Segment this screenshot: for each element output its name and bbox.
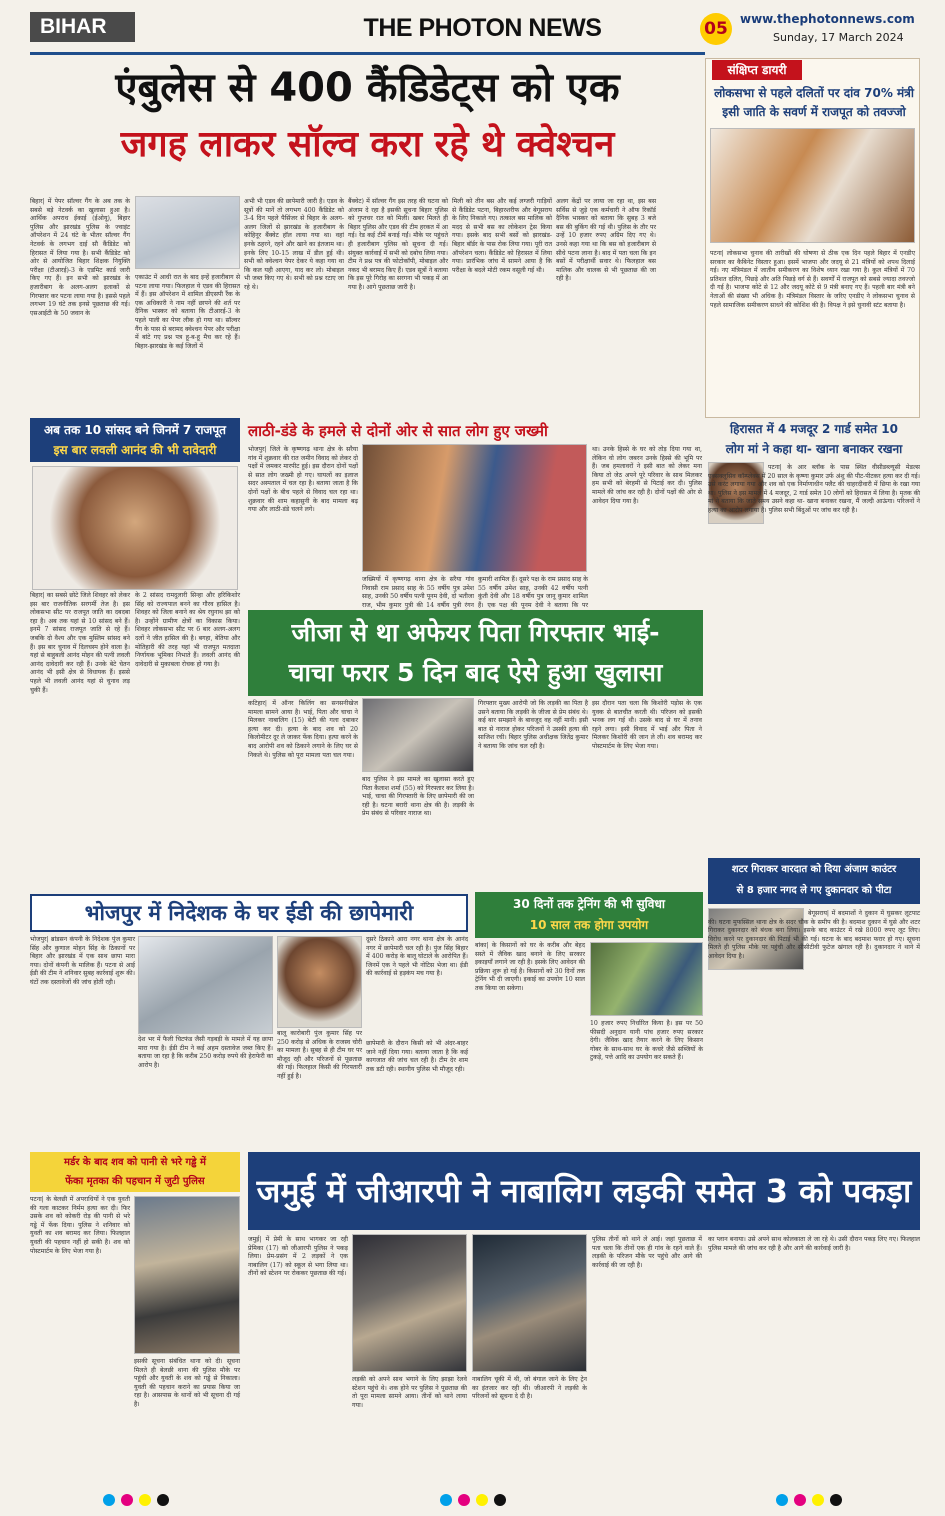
training-headline-line2: 10 साल तक होगा उपयोग: [529, 918, 649, 932]
sidebar-body: पटना| लोकसभा चुनाव की तारीखों की घोषणा से ठीक एक दिन पहले बिहार में एनडीए सरकार का कैबिनेट विस्तार हुआ। इसमें भाजपा और जदयू से 21 मंत्रियों को शपथ दिलाई गई। नए मंत्रिमंडल में जातीय समीकरण का विशेष ध्यान रखा गया है। कुल मंत्रियों में 70 प्रतिशत दलित, पिछड़े और अति पिछड़े वर्ग से हैं। सवर्णों में राजपूत को सबसे ज्यादा तवज्जो दी गई है। भाजपा कोटे से 12 और जदयू कोटे से 9 मंत्री बनाए गए हैं। पहली बार मंत्री बने नेताओं की संख्या भी अधिक है। मंत्रिमंडल विस्तार के जरिए एनडीए ने लोकसभा चुनाव से पहले सामाजिक समीकरण साधने की कोशिश की है। विपक्ष ने इसे चुनावी स्टंट बताया है।: [710, 250, 915, 309]
grp-arrest-photo: [352, 1234, 467, 1372]
shatir-headline-line2: से 8 हजार नगद ले गए दुकानदार को पीटा: [736, 885, 892, 896]
main-story-col4: बैंक्वेट) में सॉल्वर गैंग इस तरह की घटना को अंजाम दे रहा है इसकी सूचना बिहार पुलिस को गुप्तचर रात को मिली। खबर मिलते ही बिहार पुलिस और एडव की टीम हरकत में आ गई। रेड कई टीमें बनाई गईं। मौके पर पहुंचते ही हजारीबाग पुलिस को सूचना दी गई। संयुक्त कार्रवाई में सभी को दबोच लिया गया। टीम ने प्रश्न पत्र की फोटोकॉपी, मोबाइल और नकद भी बरामद किए हैं। एडव सूत्रों ने बताया कि इस पूरे गिरोह का सरगना भी पकड़ में आ गया है। आगे पूछताछ जारी है।: [348, 198, 448, 291]
main-story-col2: एकाउंट में आधी रात के बाद इन्हें हजारीबाग से पटना लाया गया। फिलहाल ये एडव की हिरासत में हैं। इस ऑपरेशन में शामिल डीएसपी रैंक के एक अधिकारी ने नाम नहीं छापने की शर्त पर दैनिक भास्कर को बताया कि टीआरई-3 के पहले पाली का पेपर लीक हो गया था। सॉल्वर गैंग के पास से बरामद क्वेश्चन पेपर और परीक्षा में बांटे गए प्रश्न पत्र हू-ब-हू मैच कर रहे हैं। बिहार-झारखंड के कई जिलों में: [135, 274, 240, 350]
jamui-body-e: का प्लान बनाया। उसे अपने साथ कोलकाता ले जा रहे थे। उसी दौरान पकड़ लिए गए। फिलहाल पुलिस मामले की जांच कर रही है और आगे की कार्रवाई जारी है।: [708, 1236, 920, 1252]
hiraasat-body: पटना| के आर ब्लॉक के पास स्थित वीसीडब्ल्यूसी मेडल्स एक्सक्लूसिव कॉम्प्लेक्स में 20 साल के कृष्णा कुमार उर्फ अंशु की पीट-पीटकर हत्या कर दी गई। उसे करंट लगाया गया और शव को एक निर्माणाधीन फ्लैट की चाहरदीवारी में छिपा के रखा गया था। पुलिस ने इस मामले में 4 मजदूर, 2 गार्ड समेत 10 लोगों को हिरासत में लिया है। मृतक की मां ने बताया कि जाते समय उसने कहा था- खाना बनाकर रखना, मैं जल्दी आऊंगा। परिजनों ने हत्या का आरोप लगाया है। पुलिस सभी बिंदुओं पर जांच कर रही है।: [708, 464, 920, 514]
bhojpur-body-c: बालू कारोबारी पुंज कुमार सिंह पर 250 करोड़ से अधिक के राजस्व चोरी का मामला है। सुबह से ही टीम घर पर मौजूद रही और परिजनों से पूछताछ की गई। फिलहाल किसी की गिरफ्तारी नहीं हुई है।: [277, 1030, 362, 1080]
ed-raid-car-photo: [138, 936, 273, 1034]
training-body-a: बांका| के किसानों को घर के करीब और बेहद सस्ते में जैविक खाद बनाने के लिए सरकार इकाइयाँ लगाने जा रही है। इसके लिए आवेदन की प्रक्रिया शुरू हो गई है। किसानों को 30 दिनों तक ट्रेनिंग भी दी जाएगी। इकाई का उपयोग 10 साल तक किया जा सकेगा।: [475, 942, 585, 992]
hiraasat-headline-line1: हिरासत में 4 मजदूर 2 गार्ड समेत 10: [729, 422, 899, 436]
exam-paper-photo: [135, 196, 240, 269]
jamui-headline: जमुई में जीआरपी ने नाबालिग लड़की समेत 3 को पकड़ा: [256, 1172, 912, 1210]
issue-date: Sunday, 17 March 2024: [773, 31, 904, 44]
sidebar-label: संक्षिप्त डायरी: [712, 60, 802, 80]
jija-headline-line2: चाचा फरार 5 दिन बाद ऐसे हुआ खुलासा: [288, 658, 663, 687]
bhojpur-body-d: दूसरे ठिकाने आरा नगर थाना क्षेत्र के आनंद नगर में छापेमारी चल रही है। पुंज सिंह बिहार में 400 करोड़ के बालू घोटाले के आरोपित हैं। जिनमें एक ने पहले भी नोटिस भेजा था। ईडी की कार्रवाई से हड़कंप मच गया है।: [366, 936, 468, 978]
main-story-col1: बिहार| में पेपर सॉल्वर गैंग के अब तक के सबसे बड़े नेटवर्क का खुलासा हुआ है। आर्थिक अपराध ईकाई (ईओयू), बिहार पुलिस और झारखंड पुलिस के ज्वाइंट ऑपरेशन में 24 घंटे के भीतर सॉल्वर गैंग नेटवर्क के लगभग दाई सौ कैंडिडेट को हिरासत में लिया गया है। सभी कैंडिडेट को ओर से आयोजित बिहार शिक्षक नियुक्ति परीक्षा (टीआरई)-3 के एडमिट कार्ड जारी किए गए हैं। इन सभी को झारखंड के हजारीबाग के अलग-अलग इलाकों से गिरफ्तार कर पटना लाया गया है। इससे पहले लगभग 19 घंटे तक इनसे पूछताछ की गई। एसआईटी के 50 जवान के: [30, 198, 130, 317]
jija-case-photo: [362, 698, 474, 772]
ministers-photo: [710, 128, 915, 243]
bhojpur-body-a: भोजपुर| ब्रांडसन कंपनी के निदेशक पुंज कुमार सिंह और कुणाल मोहन सिंह के ठिकानों पर बिहार और झारखंड में एक साथ छापा मारा गया। दोनों कंपनी के मालिक हैं। पटना से आई ईडी की टीम ने शनिवार सुबह कार्रवाई शुरू की। घंटों तक दस्तावेजों की जांच होती रही।: [30, 936, 135, 986]
sidebar-headline: लोकसभा से पहले दलितों पर दांव 70% मंत्री इसी जाति के सवर्ण में राजपूत को तवज्जो: [714, 86, 914, 119]
bhojpur-body-e: छापेमारी के दौरान किसी को भी अंदर-बाहर जाने नहीं दिया गया। बताया जाता है कि कई कागजात की जांच चल रही है। टीम देर शाम तक डटी रही। स्थानीय पुलिस भी मौजूद रही।: [366, 1040, 468, 1073]
jija-body-b: बाद पुलिस ने इस मामले का खुलासा करते हुए पिता कैलाश शर्मा (55) को गिरफ्तार कर लिया है। भाई, चाचा की गिरफ्तारी के लिए छापेमारी की जा रही है। घटना बरारी थाना क्षेत्र की है। लड़की के प्रेम संबंध से परिवार नाराज था।: [362, 776, 474, 818]
masthead-divider: [30, 52, 705, 55]
hiraasat-headline-line2: लोग मां ने कहा था- खाना बनाकर रखना: [725, 442, 903, 456]
murder-headline-line1: मर्डर के बाद शव को पानी से भरे गड्ढे में: [64, 1157, 206, 1168]
main-story-col5: मिली को तीन बस और कई लग्जरी गाड़ियों से कैंडिडेट पटना, बिहारशरीफ और बेगूसराय के लिए निकाले गए। तत्काल बस मालिक को मदद से सभी बस का लोकेशन ट्रेस किया गया। इसके बाद सभी बसों को झारखंड-बिहार बॉर्डर के पास रोक लिया गया। पूरी रात ऑपरेशन चला। कैंडिडेट को हिरासत में लिया गया। प्रारंभिक जांच में सामने आया है कि परीक्षा के बदले मोटी रकम वसूली गई थी।: [452, 198, 552, 274]
jamui-body-c: नाबालिग चूकी में थी, जो बंगाल जाने के लिए ट्रेन का इंतजार कर रही थी। जीआरपी ने लड़की के परिजनों को सूचना दे दी है।: [472, 1376, 587, 1401]
lathi-body-c: कुमारी शामिल हैं। दूसरे पक्ष के राम प्रसाद साह के 55 वर्षीय उमेश साह, उनकी 42 वर्षीय पत्नी कुंती देवी और 18 वर्षीय पुत्र जानू कुमार शामिल हैं। एक पक्ष की पूनम देवी ने बताया कि पर: [478, 576, 588, 609]
injured-people-photo: [362, 444, 587, 572]
page-number-badge: 05: [700, 13, 732, 45]
jija-body-c: गिरफ्तार मुख्य आरोपी जो कि लड़की का पिता है उसने बताया कि लड़की के जीजा से प्रेम संबंध थे। कई बार समझाने के बावजूद वह नहीं मानी। इसी बात से नाराज होकर परिजनों ने उसकी हत्या की साजिश रची। बिहार पुलिस अधीक्षक जितेंद्र कुमार ने बताया कि जांच चल रही है।: [478, 700, 588, 750]
main-headline-line1: एंबुलेस से 400 कैंडिडेट्स को एक: [115, 65, 620, 111]
jamui-body-d: पुलिस तीनों को थाने ले आई। जहां पूछताछ में पता चला कि तीनों एक ही गांव के रहने वाले हैं। लड़की के परिजन मौके पर पहुंचे और आगे की कार्रवाई की जा रही है।: [592, 1236, 702, 1269]
crowd-photo: [134, 1196, 240, 1354]
director-portrait-photo: [277, 936, 362, 1028]
jamui-body-b: लड़की को अपने साथ भगाने के लिए झाझा रेलवे स्टेशन पहुंचे थे। शक होने पर पुलिस ने पूछताछ की तो पूरा मामला सामने आया। तीनों को थाने लाया गया।: [352, 1376, 467, 1409]
lovely-headline-line2: इस बार लवली आनंद की भी दावेदारी: [53, 443, 217, 457]
lovely-anand-photo: [32, 466, 238, 590]
bhojpur-headline: भोजपुर में निदेशक के घर ईडी की छापेमारी: [84, 901, 414, 925]
edition-label: BIHAR: [30, 12, 135, 42]
compost-unit-photo: [590, 942, 703, 1016]
murder-body-b: इसकी सूचना संबंधित थाना को दी। सूचना मिलते ही बेलछी थाना की पुलिस मौके पर पहुंची और युवती के शव को गड्ढे से निकाला। युवती की पहचान कराने का प्रयास किया जा रहा है। आसपास के थानों को भी सूचना दी गई है।: [134, 1358, 240, 1408]
murder-body-a: पटना| के बेलछी में अपराधियों ने एक युवती की गला काटकर निर्मम हत्या कर दी। फिर उसके शव को कोकरी रोड़ की पानी से भरे गड्ढे में फेंक दिया। पुलिस ने शनिवार को युवती का शव बरामद कर लिया। फिलहाल युवती की पहचान नहीं हो सकी है। शव को पोस्टमार्टम के लिए भेजा गया है।: [30, 1196, 130, 1255]
main-headline-line2: जगह लाकर सॉल्व करा रहे थे क्वेश्चन: [120, 124, 615, 165]
main-story-col6: अलग केंद्रों पर लाया जा रहा था, इस बस सर्विस से जुड़े एक कर्मचारी ने ऑफ रिकॉर्ड दैनिक भास्कर को बताया कि सुबह 3 बजे बस की बुकिंग की गई थी। पुलिस के तौर पर उन्हें 10 हजार रुपए अग्रिम दिए गए थे। उनसे कहा गया था कि बस को हजारीबाग से सीधे पटना लाना है। बाद में पता चला कि इन बसों में परीक्षार्थी सवार थे। फिलहाल बस मालिक और चालक से भी पूछताछ की जा रही है।: [556, 198, 656, 283]
jija-body-d: इस दौरान पता चला कि किशोरी पड़ोस के एक युवक से बातचीत करती थी। परिजन को इसकी भनक लग गई थी। उसके बाद से घर में तनाव रहने लगा। इसी विवाद में भाई और पिता ने मिलकर किशोरी की जान ले ली। शव बरामद कर पोस्टमार्टम के लिए भेजा गया।: [592, 700, 702, 750]
jija-headline-line1: जीजा से था अफेयर पिता गिरफ्तार भाई-: [291, 618, 660, 647]
main-story-col3: अभी भी एडव की छापेमारी जारी है। एडव के सूत्रों की मानें तो लगभग 400 कैंडिडेट को 3-4 दिन पहले पैसिंजर से बिहार के अलग-अलग जिलों से झारखंड के हजारीबाग के कोहिनूर बैंक्वेट हॉल लाया गया था। वहां इनके ठहरने, रहने और खाने का इंतजाम था। इनके लिए 10-15 लाख में डील हुई थी। सभी को क्वेश्चन पेपर देकर ये कहा गया था कि कल यही आएगा, याद कर लो। मोबाइल भी जब्त किए गए थे। सभी को प्रश्न रटाए जा रहे थे।: [244, 198, 344, 291]
shatir-headline-line1: शटर गिराकर वारदात को दिया अंजाम काउंटर: [731, 864, 897, 875]
paper-name: THE PHOTON NEWS: [363, 14, 602, 42]
murder-headline-line2: फेंका मृतका की पहचान में जुटी पुलिस: [65, 1176, 205, 1187]
training-body-b: 10 हजार रुपए निर्धारित किया है। इस पर 50 फीसदी अनुदान यानी पांच हजार रुपए सरकार देगी। जैविक खाद तैयार करने के लिए किसान गोबर के साथ-साथ घर के कचरे जैसे सब्जियों के टुकड़े, पत्ते आदि का उपयोग कर सकते हैं।: [590, 1020, 703, 1062]
registration-marks: [100, 1494, 845, 1510]
lovely-body-a: बिहार| का सबसे छोटे जिले शिवहर को लेकर इस बार राजनीतिक सरगर्मी तेज है। इस लोकसभा सीट पर राजपूत जाति का दबदबा रहा है। अब तक यहां से 10 सांसद बने हैं। इनमें 7 सांसद राजपूत जाति से रहे हैं। जबकि दो वैश्य और एक मुस्लिम सांसद बने हैं। इस बार चुनाव में दिलचस्प होने वाला है। यहां से बाहुबली आनंद मोहन की पत्नी लवली आनंद दावेदारी कर रही हैं। उनके बेटे चेतन आनंद भी इसी क्षेत्र से विधायक हैं। इससे पहले भी लवली आनंद यहां से चुनाव लड़ चुकी हैं।: [30, 592, 130, 694]
website: www.thephotonnews.com: [740, 12, 915, 26]
shatir-body: बेगूसराय| में बदमाशों ने दुकान में घुसकर लूटपाट की। घटना मुफस्सिल थाना क्षेत्र के सदर चौक के समीप की है। बदमाश दुकान में घुसे और शटर गिराकर दुकानदार को बंधक बना लिया। इसके बाद काउंटर में रखे 8000 रुपए लूट लिए। विरोध करने पर दुकानदार की पिटाई भी की गई। घटना के बाद बदमाश फरार हो गए। सूचना मिलते ही पुलिस मौके पर पहुंची और सीसीटीवी फुटेज खंगाल रही है। दुकानदार ने थाने में आवेदन दिया है।: [708, 910, 920, 960]
bhojpur-body-b: देश भर में फैली चिटफंड जैसी गड़बड़ी के मामले में यह छापा मारा गया है। ईडी टीम ने कई अहम दस्तावेज जब्त किए हैं। बताया जा रहा है कि करीब 250 करोड़ रुपये की हेराफेरी का आरोप है।: [138, 1036, 273, 1069]
lovely-body-b: के 2 सांसद रामदुलारी सिन्हा और हरिकिशोर सिंह को राज्यपाल बनने का गौरव हासिल है। शिवहर को जिला बनाने का श्रेय रघुनाथ झा को है। उन्होंने ग्रामीण क्षेत्रों का विकास किया। शिवहर लोकसभा सीट पर 6 बार अलग-अलग दलों ने जीत हासिल की है। बगहा, बेतिया और मोतिहारी की तरह यहां भी राजपूत मतदाता निर्णायक भूमिका निभाते हैं। लवली आनंद की दावेदारी से मुकाबला रोचक हो गया है।: [135, 592, 240, 668]
lathi-body-d: था। उनके हिस्से के घर को तोड़ दिया गया था, लेकिन वो लोग जबरन उनके हिस्से की भूमि पर हैं। जब हमलावरों ने इसी बात को लेकर मना किया तो जेठ अपने पूरे परिवार के साथ मिलकर हम सभी को बेरहमी से पिटाई कर दी। पुलिस मामले की जांच कर रही है। दोनों पक्षों की ओर से आवेदन दिया गया है।: [592, 446, 702, 505]
lovely-headline-line1: अब तक 10 सांसद बने जिनमें 7 राजपूत: [43, 423, 226, 437]
jamui-body-a: जमुई| में प्रेमी के साथ भागकर जा रही प्रेमिका (17) को जीआरपी पुलिस ने पकड़ लिया। प्रेम-प्रसंग में 2 लड़कों ने एक नाबालिग (17) को स्कूल से भगा लिया था। तीनों को स्टेशन पर रोककर पूछताछ की गई।: [248, 1236, 348, 1278]
masthead: [0, 0, 945, 52]
lathi-body-a: भोजपुर| जिले के कृष्णगढ़ थाना क्षेत्र के सरैया गांव में शुक्रवार की रात जमीन विवाद को लेकर दो पक्षों में जमकर मारपीट हुई। इस दौरान दोनों पक्षों से सात लोग जख्मी हो गए। घायलों का इलाज सदर अस्पताल में चल रहा है। बताया जाता है कि दोनों पक्षों के बीच पहले से विवाद चल रहा था। शुक्रवार की शाम कहासुनी के बाद मामला बढ़ गया और लाठी-डंडे चलने लगे।: [248, 446, 358, 514]
training-headline-line1: 30 दिनों तक ट्रेनिंग की भी सुविधा: [513, 897, 665, 911]
lathi-body-b: जख्मियों में कृष्णगढ़ थाना क्षेत्र के सरैया गांव निवासी राम प्रसाद साह के 55 वर्षीय पुत्र उमेश साह, उनकी 50 वर्षीय पत्नी पूनम देवी, दो भतीजा राज, भीम कुमार पुत्री की 14 वर्षीय पुत्री रंगन: [362, 576, 474, 609]
jija-body-a: कटिहार| में ऑनर किलिंग का सनसनीखेज मामला सामने आया है। भाई, पिता और चाचा ने मिलकर नाबालिग (15) बेटी की गला दबाकर हत्या कर दी। हत्या के बाद शव को 20 किलोमीटर दूर ले जाकर फेंक दिया। हत्या करने के बाद आरोपी शव को ठिकाने लगाने के लिए घर से निकले थे। पुलिस को पूरा मामला पता चल गया।: [248, 700, 359, 759]
lathi-headline: लाठी-डंडे के हमले से दोनों ओर से सात लोग हुए जख्मी: [248, 422, 548, 440]
station-photo: [472, 1234, 587, 1372]
